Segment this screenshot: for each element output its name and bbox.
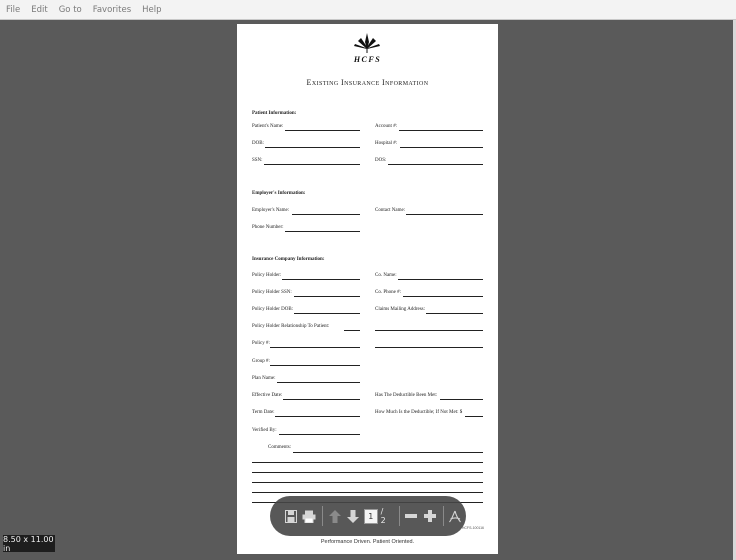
policy-holder-dob-label: Policy Holder DOB: bbox=[252, 307, 294, 312]
adobe-icon[interactable] bbox=[448, 508, 464, 524]
claims-address-label: Claims Mailing Address: bbox=[375, 307, 425, 312]
zoom-out-icon[interactable] bbox=[404, 508, 420, 524]
zoom-in-icon[interactable] bbox=[422, 508, 438, 524]
pdf-page bbox=[237, 24, 498, 554]
relationship-label: Policy Holder Relationship To Patient: bbox=[252, 324, 330, 329]
pdf-toolbar bbox=[270, 496, 466, 536]
footer-tagline: Performance Driven. Patient Oriented. bbox=[320, 539, 415, 545]
menu-help[interactable]: Help bbox=[142, 4, 162, 15]
logo-text: HCFS bbox=[353, 55, 382, 64]
policy-holder-line bbox=[282, 279, 360, 280]
deductible-amount-label: How Much Is the Deductible; If Not Met: $ bbox=[375, 410, 463, 415]
dos-label: DOS: bbox=[375, 158, 387, 163]
co-phone-line bbox=[403, 296, 483, 297]
co-name-label: Co. Name: bbox=[375, 273, 397, 278]
page-number-input[interactable]: 1 bbox=[364, 509, 378, 524]
menu-edit[interactable]: Edit bbox=[31, 4, 48, 15]
policy-number-line bbox=[270, 347, 360, 348]
arrow-down-icon[interactable] bbox=[345, 508, 361, 524]
page-size-indicator: 8.50 x 11.00 in bbox=[3, 534, 54, 553]
toolbar-separator bbox=[443, 506, 444, 526]
contact-name-line bbox=[406, 214, 483, 215]
plan-name-label: Plan Name: bbox=[252, 376, 276, 381]
patient-section-heading: Patient Information: bbox=[252, 111, 297, 116]
hospital-line bbox=[400, 147, 483, 148]
ssn-line bbox=[264, 164, 360, 165]
menu-bar bbox=[0, 0, 736, 20]
patient-name-label: Patient's Name: bbox=[252, 124, 284, 129]
document-title: Existing Insurance Information bbox=[306, 78, 429, 87]
ssn-label: SSN: bbox=[252, 158, 263, 163]
verified-by-line bbox=[279, 434, 360, 435]
toolbar-separator bbox=[399, 506, 400, 526]
employer-name-label: Employer's Name: bbox=[252, 208, 290, 213]
policy-holder-ssn-label: Policy Holder SSN: bbox=[252, 290, 292, 295]
group-number-label: Group #: bbox=[252, 359, 270, 364]
group-number-line bbox=[270, 365, 360, 366]
insurance-section-heading: Insurance Company Information: bbox=[252, 257, 325, 262]
policy-holder-label: Policy Holder: bbox=[252, 273, 282, 278]
verified-by-label: Verified By: bbox=[252, 428, 277, 433]
patient-name-line bbox=[285, 130, 360, 131]
deductible-met-line bbox=[440, 399, 483, 400]
dos-line bbox=[388, 164, 483, 165]
policy-holder-dob-line bbox=[294, 313, 360, 314]
comments-line-3 bbox=[252, 472, 483, 473]
dob-label: DOB: bbox=[252, 141, 264, 146]
print-icon[interactable] bbox=[302, 508, 318, 524]
save-icon[interactable] bbox=[283, 508, 299, 524]
menu-file[interactable]: File bbox=[6, 4, 21, 15]
employer-section-heading: Employer's Information: bbox=[252, 191, 306, 196]
employer-name-line bbox=[292, 214, 360, 215]
phone-number-line bbox=[285, 231, 360, 232]
claims-address-line-1 bbox=[426, 313, 483, 314]
form-code: HCFS-100116 bbox=[461, 526, 484, 530]
deductible-amount-line bbox=[465, 416, 483, 417]
deductible-met-label: Has The Deductible Been Met: bbox=[375, 393, 438, 398]
co-name-line bbox=[398, 279, 483, 280]
policy-holder-ssn-line bbox=[294, 296, 360, 297]
co-phone-label: Co. Phone #: bbox=[375, 290, 401, 295]
phone-number-label: Phone Number: bbox=[252, 225, 284, 230]
hospital-label: Hospital #: bbox=[375, 141, 398, 146]
policy-number-label: Policy #: bbox=[252, 341, 270, 346]
term-date-label: Term Date: bbox=[252, 410, 275, 415]
effective-date-line bbox=[283, 399, 360, 400]
menu-favorites[interactable]: Favorites bbox=[92, 4, 132, 15]
dob-line bbox=[265, 147, 360, 148]
arrow-up-icon[interactable] bbox=[327, 508, 343, 524]
account-label: Account #: bbox=[375, 124, 398, 129]
claims-address-line-2 bbox=[375, 330, 483, 331]
toolbar-separator bbox=[322, 506, 323, 526]
term-date-line bbox=[275, 416, 360, 417]
claims-address-line-3 bbox=[375, 347, 483, 348]
contact-name-label: Contact Name: bbox=[375, 208, 406, 213]
plan-name-line bbox=[277, 382, 360, 383]
comments-line-5 bbox=[252, 492, 483, 493]
effective-date-label: Effective Date: bbox=[252, 393, 283, 398]
comments-line-2 bbox=[252, 462, 483, 463]
comments-line-1 bbox=[293, 452, 483, 453]
menu-go-to[interactable]: Go to bbox=[58, 4, 82, 15]
leaf-logo-icon bbox=[352, 32, 382, 54]
comments-line-4 bbox=[252, 482, 483, 483]
account-line bbox=[399, 130, 483, 131]
comments-label: Comments: bbox=[268, 445, 292, 450]
page-total: / 2 bbox=[380, 507, 386, 525]
relationship-line bbox=[344, 330, 360, 331]
